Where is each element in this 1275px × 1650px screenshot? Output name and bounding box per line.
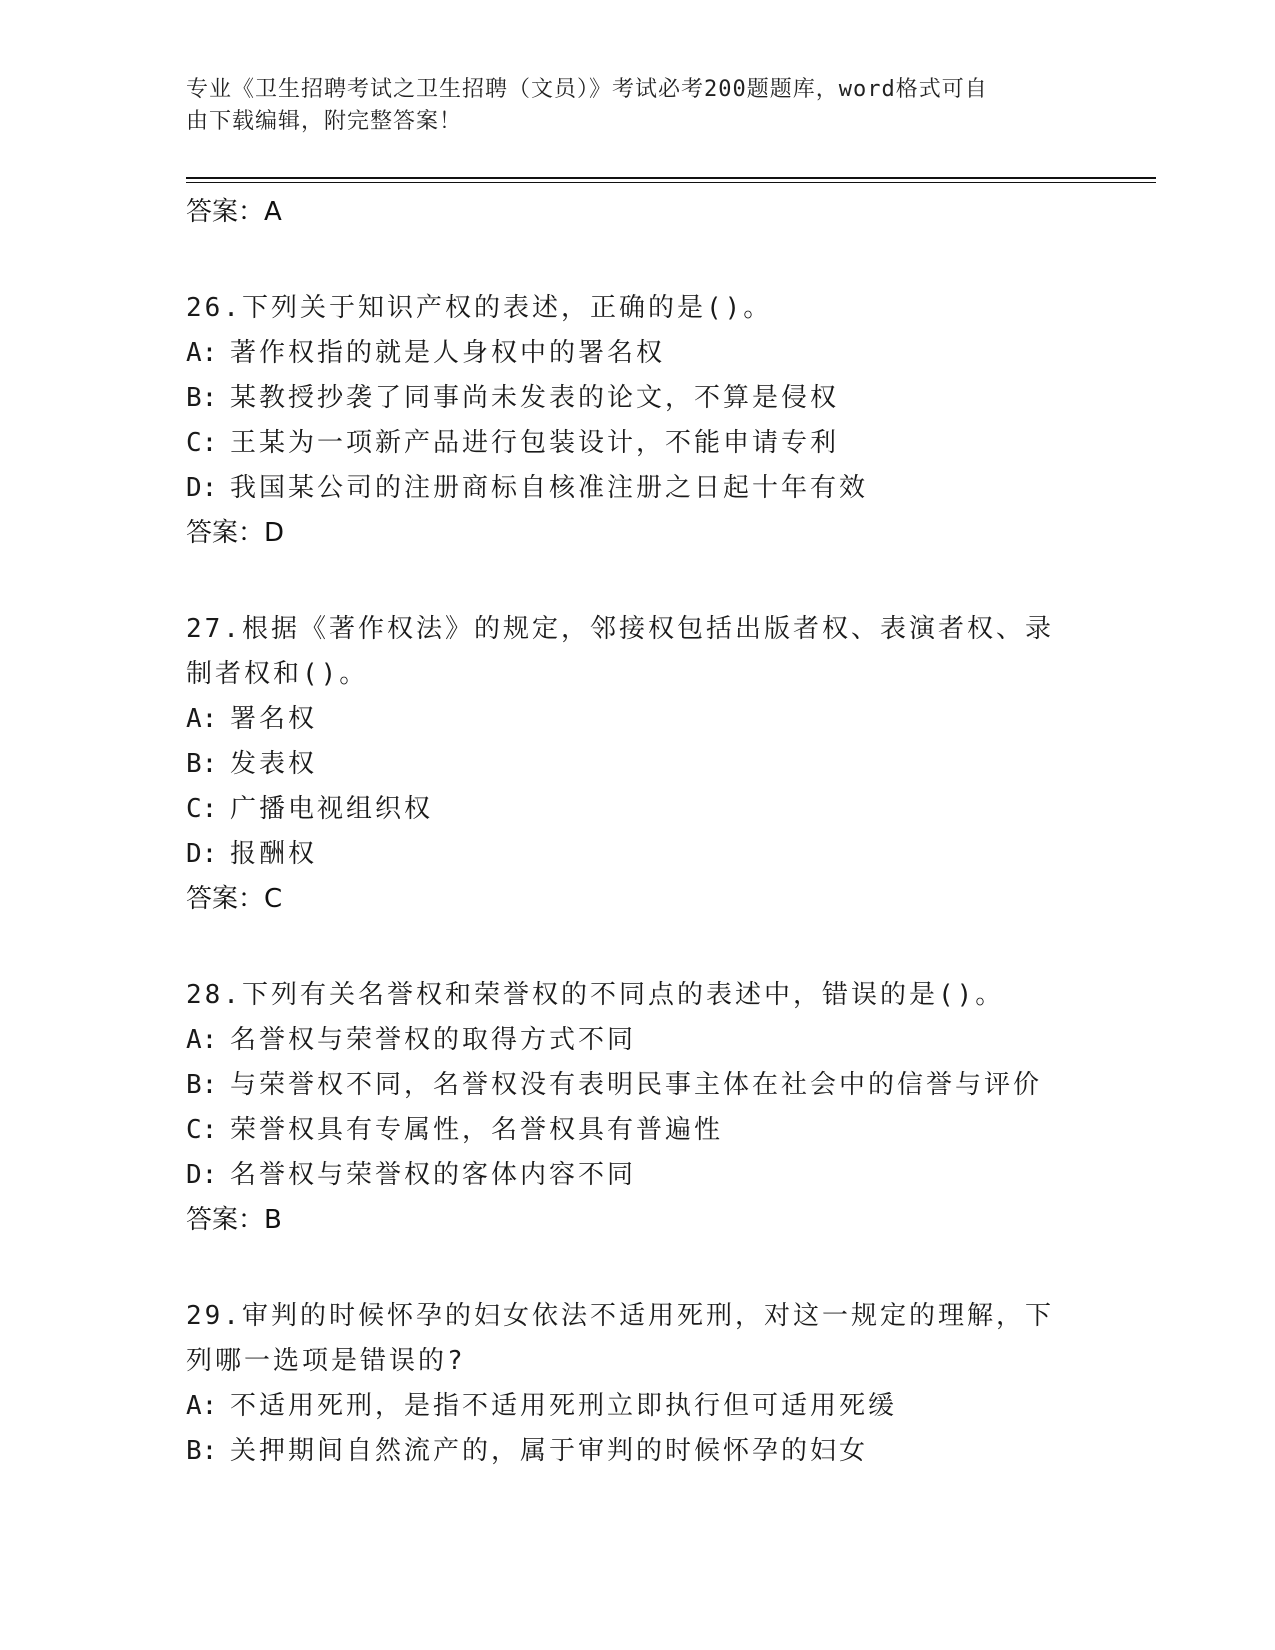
- option-letter: A:: [186, 704, 218, 734]
- header-divider-thick: [186, 177, 1156, 179]
- question-stem: 28.下列有关名誉权和荣誉权的不同点的表述中，错误的是()。: [186, 980, 1005, 1010]
- option-letter: B:: [186, 749, 218, 779]
- option-text: 王某为一项新产品进行包装设计，不能申请专利: [230, 428, 840, 458]
- header-divider-thin: [186, 182, 1156, 183]
- option-text: 关押期间自然流产的，属于审判的时候怀孕的妇女: [230, 1436, 869, 1466]
- option-text: 著作权指的就是人身权中的署名权: [230, 338, 666, 368]
- document-header: [186, 74, 1066, 138]
- question-27: [186, 607, 1186, 921]
- option-a: [186, 1018, 1186, 1063]
- option-a: [186, 331, 1186, 376]
- option-text: 报酬权: [230, 839, 318, 869]
- option-text: 荣誉权具有专属性，名誉权具有普遍性: [230, 1115, 724, 1145]
- question-stem: 26.下列关于知识产权的表述，正确的是()。: [186, 293, 773, 323]
- option-b: [186, 376, 1186, 421]
- header-line-2: 由下载编辑，附完整答案！: [186, 109, 463, 134]
- option-letter: B:: [186, 383, 218, 413]
- option-letter: A:: [186, 1391, 218, 1421]
- option-letter: D:: [186, 839, 218, 869]
- option-a: [186, 697, 1186, 742]
- option-text: 广播电视组织权: [230, 794, 434, 824]
- option-letter: C:: [186, 794, 218, 824]
- option-a: [186, 1384, 1186, 1429]
- option-b: [186, 1429, 1186, 1474]
- answer-line: 答案：A: [186, 197, 282, 227]
- option-c: [186, 421, 1186, 466]
- option-text: 名誉权与荣誉权的取得方式不同: [230, 1025, 637, 1055]
- option-letter: C:: [186, 428, 218, 458]
- option-letter: B:: [186, 1436, 218, 1466]
- option-text: 不适用死刑，是指不适用死刑立即执行但可适用死缓: [230, 1391, 898, 1421]
- option-c: [186, 787, 1186, 832]
- option-text: 名誉权与荣誉权的客体内容不同: [230, 1160, 637, 1190]
- option-d: [186, 466, 1186, 511]
- question-29: [186, 1294, 1186, 1474]
- option-letter: B:: [186, 1070, 218, 1100]
- question-stem: 27.根据《著作权法》的规定，邻接权包括出版者权、表演者权、录制者权和()。: [186, 614, 1054, 689]
- answer-line: 答案：D: [186, 518, 285, 548]
- option-b: [186, 1063, 1186, 1108]
- question-26: [186, 286, 1186, 555]
- option-letter: C:: [186, 1115, 218, 1145]
- question-list: [186, 190, 1186, 1474]
- option-letter: D:: [186, 1160, 218, 1190]
- option-text: 我国某公司的注册商标自核准注册之日起十年有效: [230, 473, 869, 503]
- option-text: 署名权: [230, 704, 318, 734]
- option-text: 与荣誉权不同，名誉权没有表明民事主体在社会中的信誉与评价: [230, 1070, 1043, 1100]
- option-d: [186, 832, 1186, 877]
- option-text: 某教授抄袭了同事尚未发表的论文，不算是侵权: [230, 383, 840, 413]
- option-letter: A:: [186, 1025, 218, 1055]
- header-line-1: 专业《卫生招聘考试之卫生招聘（文员）》考试必考200题题库，word格式可自: [186, 77, 988, 102]
- answer-line: 答案：B: [186, 1205, 282, 1235]
- answer-line: 答案：C: [186, 884, 283, 914]
- option-letter: D:: [186, 473, 218, 503]
- question-stem: 29.审判的时候怀孕的妇女依法不适用死刑，对这一规定的理解，下列哪一选项是错误的?: [186, 1301, 1054, 1376]
- question-28: [186, 973, 1186, 1242]
- option-text: 发表权: [230, 749, 318, 779]
- option-letter: A:: [186, 338, 218, 368]
- option-b: [186, 742, 1186, 787]
- option-d: [186, 1153, 1186, 1198]
- option-c: [186, 1108, 1186, 1153]
